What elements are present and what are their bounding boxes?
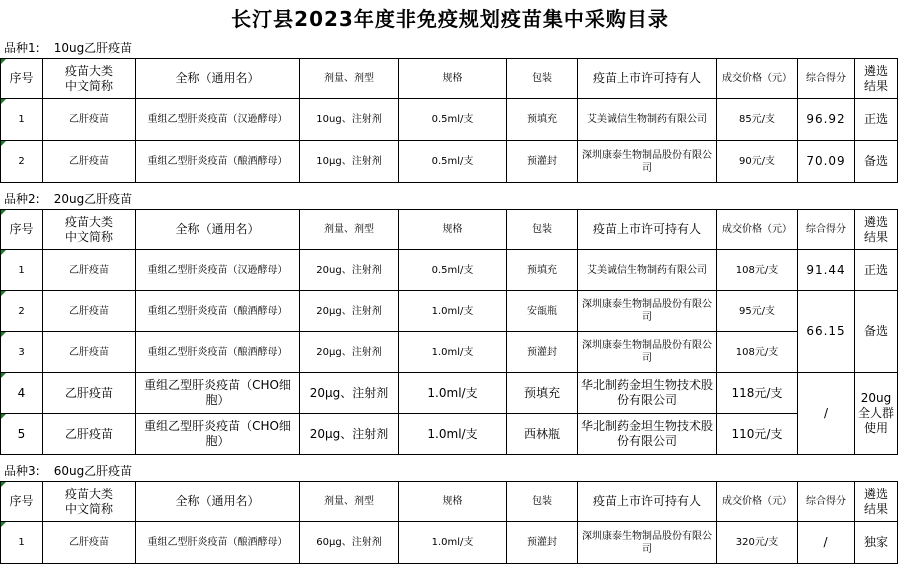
cell-abbr: 乙肝疫苗	[43, 250, 136, 291]
cell-spec: 1.0ml/支	[399, 332, 507, 373]
header-score: 综合得分	[798, 210, 855, 250]
cell-price: 108元/支	[717, 332, 798, 373]
cell-abbr: 乙肝疫苗	[43, 99, 136, 141]
section-3-id: 品种3:	[4, 464, 40, 478]
header-holder: 疫苗上市许可持有人	[578, 210, 717, 250]
cell-dose: 60μg、注射剂	[300, 522, 399, 564]
cell-holder: 深圳康泰生物制品股份有限公司	[578, 291, 717, 332]
header-pack: 包装	[507, 210, 578, 250]
cell-spec: 0.5ml/支	[399, 250, 507, 291]
cell-name: 重组乙型肝炎疫苗（CHO细胞）	[136, 414, 300, 455]
cell-spec: 1.0ml/支	[399, 522, 507, 564]
section-2-name: 20ug乙肝疫苗	[53, 192, 133, 206]
header-row	[1, 482, 898, 522]
section-2-table	[0, 209, 898, 455]
cell-dose: 20μg、注射剂	[300, 373, 399, 414]
cell-price: 118元/支	[717, 373, 798, 414]
section-2-label	[0, 189, 900, 209]
cell-name: 重组乙型肝炎疫苗（酿酒酵母）	[136, 291, 300, 332]
header-result: 遴选 结果	[855, 482, 898, 522]
cell-price: 110元/支	[717, 414, 798, 455]
cell-spec: 1.0ml/支	[399, 373, 507, 414]
cell-dose: 20μg、注射剂	[300, 332, 399, 373]
header-seq: 序号	[1, 59, 43, 99]
cell-price: 90元/支	[717, 141, 798, 183]
table-row	[1, 141, 898, 183]
header-score: 综合得分	[798, 482, 855, 522]
header-pack: 包装	[507, 59, 578, 99]
section-1-table	[0, 58, 898, 183]
section-1-label	[0, 38, 900, 58]
header-spec: 规格	[399, 210, 507, 250]
cell-holder: 深圳康泰生物制品股份有限公司	[578, 332, 717, 373]
section-1-name: 10ug乙肝疫苗	[53, 41, 133, 55]
cell-name: 重组乙型肝炎疫苗（酿酒酵母）	[136, 522, 300, 564]
cell-holder: 华北制药金坦生物技术股份有限公司	[578, 414, 717, 455]
cell-seq: 1	[1, 522, 43, 564]
cell-seq: 2	[1, 141, 43, 183]
cell-dose: 20ug、注射剂	[300, 250, 399, 291]
cell-pack: 预填充	[507, 373, 578, 414]
cell-abbr: 乙肝疫苗	[43, 332, 136, 373]
table-row	[1, 522, 898, 564]
cell-pack: 预填充	[507, 250, 578, 291]
cell-score: /	[798, 373, 855, 455]
cell-pack: 西林瓶	[507, 414, 578, 455]
cell-dose: 10ug、注射剂	[300, 99, 399, 141]
cell-result: 正选	[855, 250, 898, 291]
cell-score: 70.09	[798, 141, 855, 183]
cell-pack: 预灌封	[507, 522, 578, 564]
header-name: 全称（通用名）	[136, 210, 300, 250]
cell-price: 85元/支	[717, 99, 798, 141]
cell-abbr: 乙肝疫苗	[43, 373, 136, 414]
cell-dose: 20μg、注射剂	[300, 414, 399, 455]
page-title: 长汀县2023年度非免疫规划疫苗集中采购目录	[231, 7, 669, 31]
header-abbr: 疫苗大类 中文简称	[43, 59, 136, 99]
table-row	[1, 414, 898, 455]
cell-name: 重组乙型肝炎疫苗（CHO细胞）	[136, 373, 300, 414]
cell-seq: 1	[1, 99, 43, 141]
cell-result: 独家	[855, 522, 898, 564]
cell-result: 备选	[855, 141, 898, 183]
header-result: 遴选 结果	[855, 59, 898, 99]
header-holder: 疫苗上市许可持有人	[578, 482, 717, 522]
cell-pack: 预灌封	[507, 141, 578, 183]
cell-name: 重组乙型肝炎疫苗（酿酒酵母）	[136, 141, 300, 183]
section-2-id: 品种2:	[4, 192, 40, 206]
table-row	[1, 99, 898, 141]
section-3-label	[0, 461, 900, 481]
cell-score: 91.44	[798, 250, 855, 291]
header-spec: 规格	[399, 482, 507, 522]
header-score: 综合得分	[798, 59, 855, 99]
cell-spec: 0.5ml/支	[399, 141, 507, 183]
header-pack: 包装	[507, 482, 578, 522]
header-dose: 剂量、剂型	[300, 210, 399, 250]
header-dose: 剂量、剂型	[300, 59, 399, 99]
cell-abbr: 乙肝疫苗	[43, 522, 136, 564]
header-name: 全称（通用名）	[136, 59, 300, 99]
cell-dose: 20μg、注射剂	[300, 291, 399, 332]
cell-name: 重组乙型肝炎疫苗（汉逊酵母）	[136, 99, 300, 141]
header-row	[1, 59, 898, 99]
cell-name: 重组乙型肝炎疫苗（汉逊酵母）	[136, 250, 300, 291]
cell-holder: 艾美诚信生物制药有限公司	[578, 250, 717, 291]
section-1-id: 品种1:	[4, 41, 40, 55]
cell-holder: 华北制药金坦生物技术股份有限公司	[578, 373, 717, 414]
table-row	[1, 332, 898, 373]
cell-price: 95元/支	[717, 291, 798, 332]
cell-pack: 预灌封	[507, 332, 578, 373]
header-spec: 规格	[399, 59, 507, 99]
header-holder: 疫苗上市许可持有人	[578, 59, 717, 99]
header-seq: 序号	[1, 210, 43, 250]
section-3-table	[0, 481, 898, 564]
cell-holder: 深圳康泰生物制品股份有限公司	[578, 141, 717, 183]
header-dose: 剂量、剂型	[300, 482, 399, 522]
table-row	[1, 250, 898, 291]
cell-abbr: 乙肝疫苗	[43, 141, 136, 183]
cell-holder: 艾美诚信生物制药有限公司	[578, 99, 717, 141]
header-name: 全称（通用名）	[136, 482, 300, 522]
cell-spec: 1.0ml/支	[399, 291, 507, 332]
header-row	[1, 210, 898, 250]
section-3-name: 60ug乙肝疫苗	[53, 464, 133, 478]
cell-seq: 5	[1, 414, 43, 455]
cell-seq: 3	[1, 332, 43, 373]
cell-spec: 1.0ml/支	[399, 414, 507, 455]
header-abbr: 疫苗大类 中文简称	[43, 482, 136, 522]
header-price: 成交价格（元）	[717, 210, 798, 250]
cell-spec: 0.5ml/支	[399, 99, 507, 141]
cell-score: 96.92	[798, 99, 855, 141]
cell-result: 正选	[855, 99, 898, 141]
header-seq: 序号	[1, 482, 43, 522]
cell-name: 重组乙型肝炎疫苗（酿酒酵母）	[136, 332, 300, 373]
table-row	[1, 291, 898, 332]
cell-holder: 深圳康泰生物制品股份有限公司	[578, 522, 717, 564]
cell-seq: 2	[1, 291, 43, 332]
cell-price: 108元/支	[717, 250, 798, 291]
cell-price: 320元/支	[717, 522, 798, 564]
cell-abbr: 乙肝疫苗	[43, 291, 136, 332]
cell-seq: 4	[1, 373, 43, 414]
header-result: 遴选 结果	[855, 210, 898, 250]
cell-pack: 预填充	[507, 99, 578, 141]
header-abbr: 疫苗大类 中文简称	[43, 210, 136, 250]
cell-pack: 安瓿瓶	[507, 291, 578, 332]
cell-result: 20ug全人群使用	[855, 373, 898, 455]
header-price: 成交价格（元）	[717, 482, 798, 522]
header-price: 成交价格（元）	[717, 59, 798, 99]
cell-score: /	[798, 522, 855, 564]
cell-dose: 10μg、注射剂	[300, 141, 399, 183]
cell-score: 66.15	[798, 291, 855, 373]
cell-abbr: 乙肝疫苗	[43, 414, 136, 455]
cell-result: 备选	[855, 291, 898, 373]
cell-seq: 1	[1, 250, 43, 291]
table-row	[1, 373, 898, 414]
